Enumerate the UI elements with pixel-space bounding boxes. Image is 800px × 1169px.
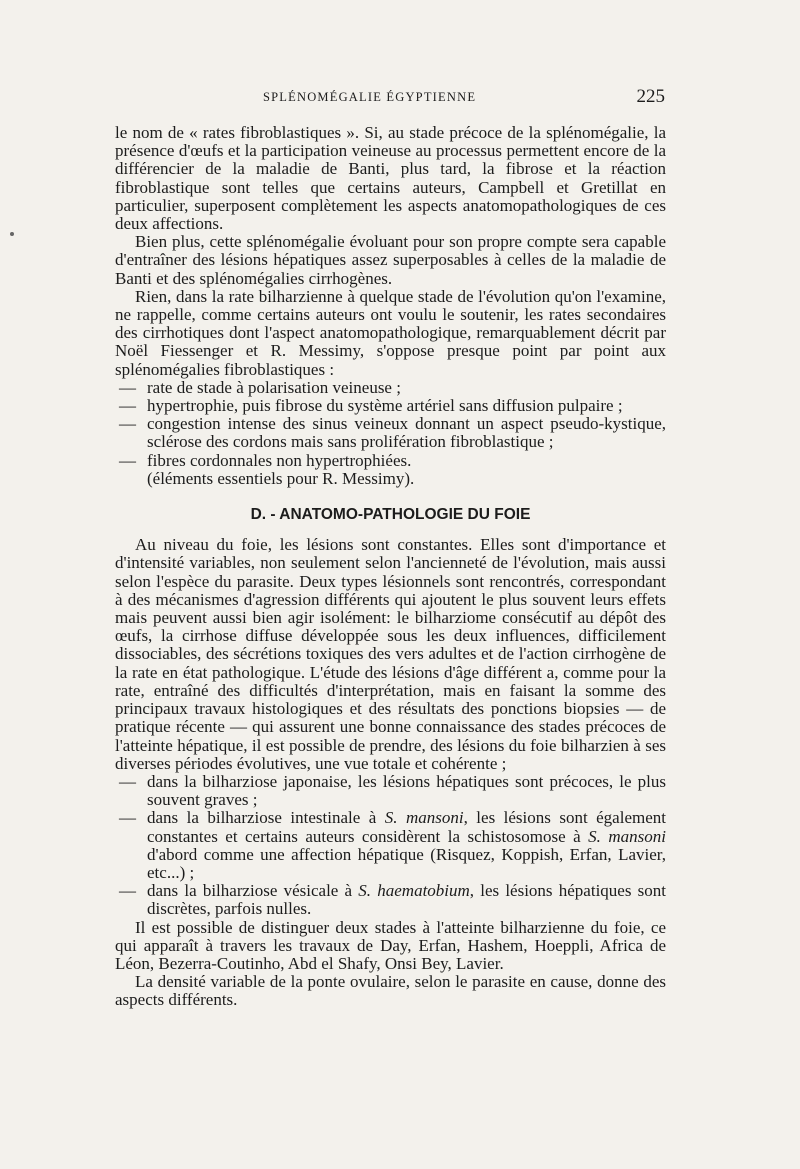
dash-marker: — xyxy=(119,808,136,828)
rate-feature-list xyxy=(115,379,666,488)
section-heading: D. - ANATOMO-PATHOLOGIE DU FOIE xyxy=(250,506,531,524)
paragraph: le nom de « rates fibroblastiques ». Si, au stade précoce de la splénomégalie, la présence d'œufs et la participation veineuse au processus permettent encore de la différencier de la maladie de Banti, plus tard, la fibrose et la réaction fibroblastique sont telles que certains auteurs, Campbell et Gretillat en particulier, superposent complètement les aspects anatomopathologiques de ces deux affections. xyxy=(115,123,666,234)
list-note: (éléments essentiels pour R. Messimy). xyxy=(147,468,415,488)
dash-marker: — xyxy=(119,771,136,791)
page-body xyxy=(115,124,666,1010)
page-number: 225 xyxy=(636,86,665,107)
dash-marker: — xyxy=(119,450,136,470)
species-name: S. mansoni xyxy=(588,826,666,846)
bilharziose-list xyxy=(115,773,666,919)
page-header xyxy=(115,88,665,110)
paragraph: Bien plus, cette splénomégalie évoluant pour son propre compte sera capable d'entraîner des lésions hépatiques assez superposables à celles de la maladie de Banti et des splénomégalies cirrhogènes. xyxy=(115,232,666,288)
list-item: — congestion intense des sinus veineux donnant un aspect pseudo-kystique, sclérose des cordons mais sans prolifération fibroblastique ; xyxy=(119,414,666,452)
paragraph: Il est possible de distinguer deux stades à l'atteinte bilharzienne du foie, ce qui apparaît à travers les travaux de Day, Erfan, Hashem, Hoeppli, Africa de Léon, Bezerra-Coutinho, Abd el Shafy, Onsi Bey, Lavier. xyxy=(115,917,666,973)
paragraph: Au niveau du foie, les lésions sont constantes. Elles sont d'importance et d'intensité variables, non seulement selon l'ancienneté de l'évolution, mais aussi selon l'espèce du parasite. Deux types lésionnels sont rencontrés, correspondant à des mécanismes d'agression différents qui ajoutent le plus souvent leurs effets mais peuvent aussi bien agir isolément: le bilharziome consécutif au dépôt des œufs, la cirrhose diffuse développée sous les deux influences, difficilement dissociables, des sécrétions toxiques des vers adultes et de l'action cirrhogène de la rate en état pathologique. L'étude des lésions d'âge différent a, comme pour la rate, entraîné des difficultés d'interprétation, mais en faisant la somme des principaux travaux histologiques et des résultats des ponctions biopsies — de pratique récente — qui assurent une bonne connaissance des stades précoces de l'atteinte hépatique, il est possible de prendre, des lésions du foie bilharzien à ses diverses périodes évolutives, une vue totale et cohérente ; xyxy=(115,535,666,773)
list-item: — fibres cordonnales non hypertrophiées. xyxy=(119,450,412,470)
list-item: — dans la bilharziose intestinale à S. mansoni, les lésions sont également constantes et certains auteurs considèrent la schistosomose à S. mansoni d'abord comme une affection hépatique (Risquez, Koppish, Erfan, Lavier, etc...) ; xyxy=(119,808,666,882)
paragraph: La densité variable de la ponte ovulaire, selon le parasite en cause, donne des aspects différents. xyxy=(115,972,666,1010)
dash-marker: — xyxy=(119,881,136,901)
species-name: S. mansoni xyxy=(384,808,464,828)
dash-marker: — xyxy=(119,377,136,397)
dash-marker: — xyxy=(119,396,136,416)
list-item: — dans la bilharziose japonaise, les lésions hépatiques sont précoces, le plus souvent graves ; xyxy=(119,771,666,810)
dash-marker: — xyxy=(119,414,136,434)
list-item: — dans la bilharziose vésicale à S. haematobium, les lésions hépatiques sont discrètes, parfois nulles. xyxy=(119,881,666,919)
paragraph: Rien, dans la rate bilharzienne à quelque stade de l'évolution qu'on l'examine, ne rappelle, comme certains auteurs ont voulu le soutenir, les rates secondaires des cirrhotiques dont l'aspect anatomopathologique, remarquablement décrit par Noël Fiessenger et R. Messimy, s'oppose presque point par point aux splénomégalies fibroblastiques : xyxy=(115,286,666,379)
list-item: — rate de stade à polarisation veineuse ; xyxy=(119,377,401,397)
page-speck xyxy=(10,232,14,236)
running-title: SPLÉNOMÉGALIE ÉGYPTIENNE xyxy=(263,90,477,104)
list-item: — hypertrophie, puis fibrose du système artériel sans diffusion pulpaire ; xyxy=(119,396,623,416)
species-name: S. haematobium xyxy=(358,881,470,901)
